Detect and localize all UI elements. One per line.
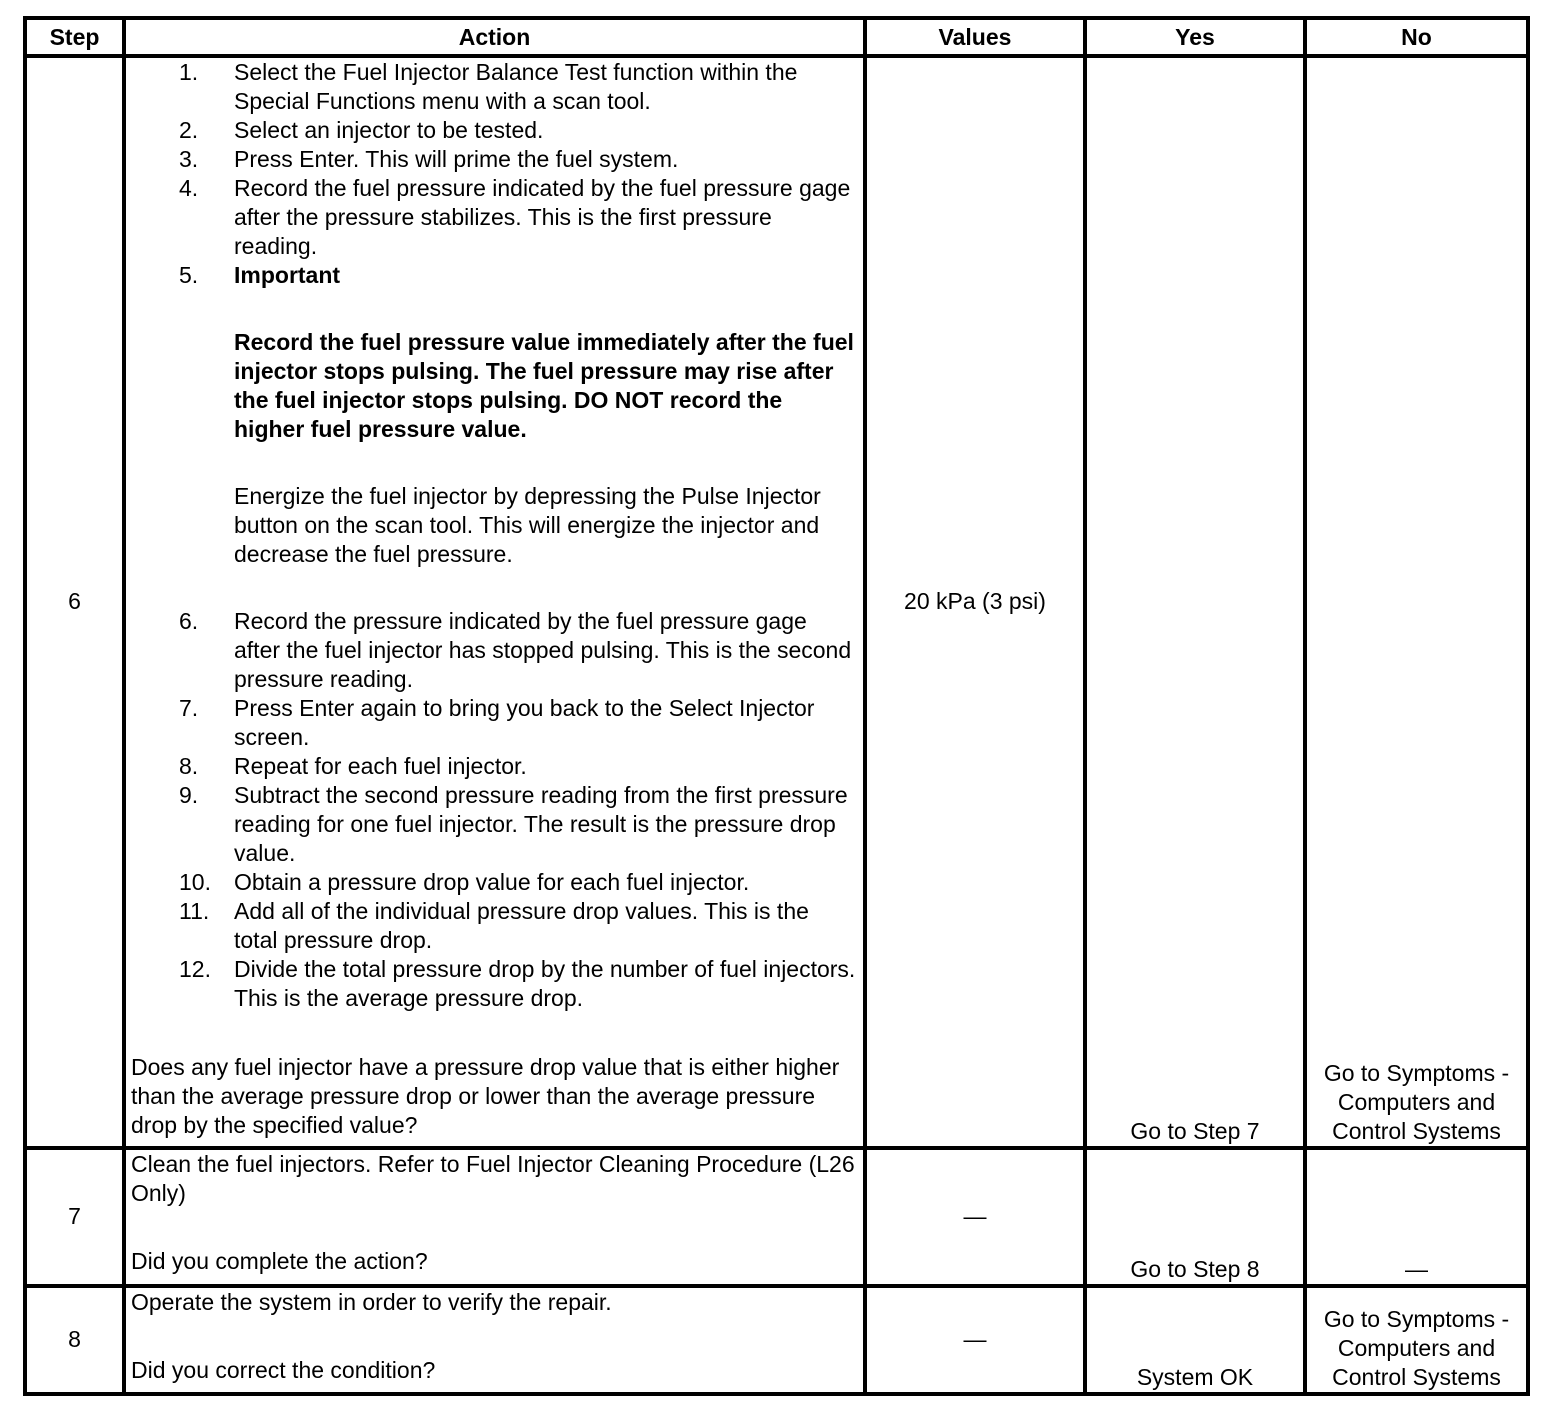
header-yes: Yes (1085, 18, 1305, 56)
list-item: 12. Divide the total pressure drop by the number of fuel injectors. This is the average pressure drop. (179, 956, 856, 1011)
important-note: Record the fuel pressure value immediately after the fuel injector stops pulsing. The fuel pressure may rise after the fuel injector stops pulsing. DO NOT record the higher fuel pressure value. (234, 329, 854, 442)
header-action: Action (124, 18, 865, 56)
energize-instruction: Energize the fuel injector by depressing the Pulse Injector button on the scan tool. This will energize the injector and decrease the fuel pressure. (234, 483, 821, 567)
no-cell: — (1305, 1148, 1528, 1286)
table-row-step-6 (25, 56, 1528, 1148)
list-item: 3. Press Enter. This will prime the fuel system. (179, 146, 679, 172)
step-number: 7 (25, 1148, 124, 1286)
header-values: Values (865, 18, 1085, 56)
list-item: 4. Record the fuel pressure indicated by the fuel pressure gage after the pressure stabilizes. This is the first pressure reading. (179, 175, 851, 259)
list-item: 6. Record the pressure indicated by the fuel pressure gage after the fuel injector has stopped pulsing. This is the second pressure reading. (179, 608, 852, 692)
action-text: Operate the system in order to verify the repair. (131, 1288, 612, 1315)
value-cell: 20 kPa (3 psi) (865, 56, 1085, 1148)
procedure-steps-b (131, 607, 858, 1013)
no-cell: Go to Symptoms - Computers and Control Systems (1305, 1286, 1528, 1395)
step-question: Did you complete the action? (131, 1247, 428, 1274)
important-heading: Important (234, 262, 341, 288)
list-item: 10. Obtain a pressure drop value for each fuel injector. (179, 869, 750, 895)
step-question: Did you correct the condition? (131, 1356, 436, 1383)
action-cell (124, 1286, 865, 1395)
step-number: 6 (25, 56, 124, 1148)
yes-cell: System OK (1085, 1286, 1305, 1395)
no-cell: Go to Symptoms - Computers and Control Systems (1305, 56, 1528, 1148)
header-row (25, 18, 1528, 56)
table-row-step-8 (25, 1286, 1528, 1395)
action-cell (124, 1148, 865, 1286)
list-item: 5. Important (179, 261, 858, 290)
diagnostic-procedure-table (23, 16, 1530, 1396)
action-text: Clean the fuel injectors. Refer to Fuel Injector Cleaning Procedure (L26 Only) (131, 1150, 855, 1206)
list-item: 1. Select the Fuel Injector Balance Test function within the Special Functions menu with a scan tool. (179, 59, 798, 114)
value-cell: — (865, 1286, 1085, 1395)
list-item: 8. Repeat for each fuel injector. (179, 753, 527, 779)
yes-cell: Go to Step 7 (1085, 56, 1305, 1148)
value-cell: — (865, 1148, 1085, 1286)
procedure-steps-a (131, 58, 858, 290)
action-cell (124, 56, 865, 1148)
list-item: 11. Add all of the individual pressure drop values. This is the total pressure drop. (179, 898, 809, 953)
header-step: Step (25, 18, 124, 56)
header-no: No (1305, 18, 1528, 56)
table-row-step-7 (25, 1148, 1528, 1286)
list-item: 2. Select an injector to be tested. (179, 117, 544, 143)
step-number: 8 (25, 1286, 124, 1395)
step-question: Does any fuel injector have a pressure drop value that is either higher than the average pressure drop or lower than the average pressure drop by the specified value? (131, 1054, 840, 1138)
list-item: 7. Press Enter again to bring you back to the Select Injector screen. (179, 695, 815, 750)
list-item: 9. Subtract the second pressure reading from the first pressure reading for one fuel injector. The result is the pressure drop value. (179, 782, 848, 866)
yes-cell: Go to Step 8 (1085, 1148, 1305, 1286)
